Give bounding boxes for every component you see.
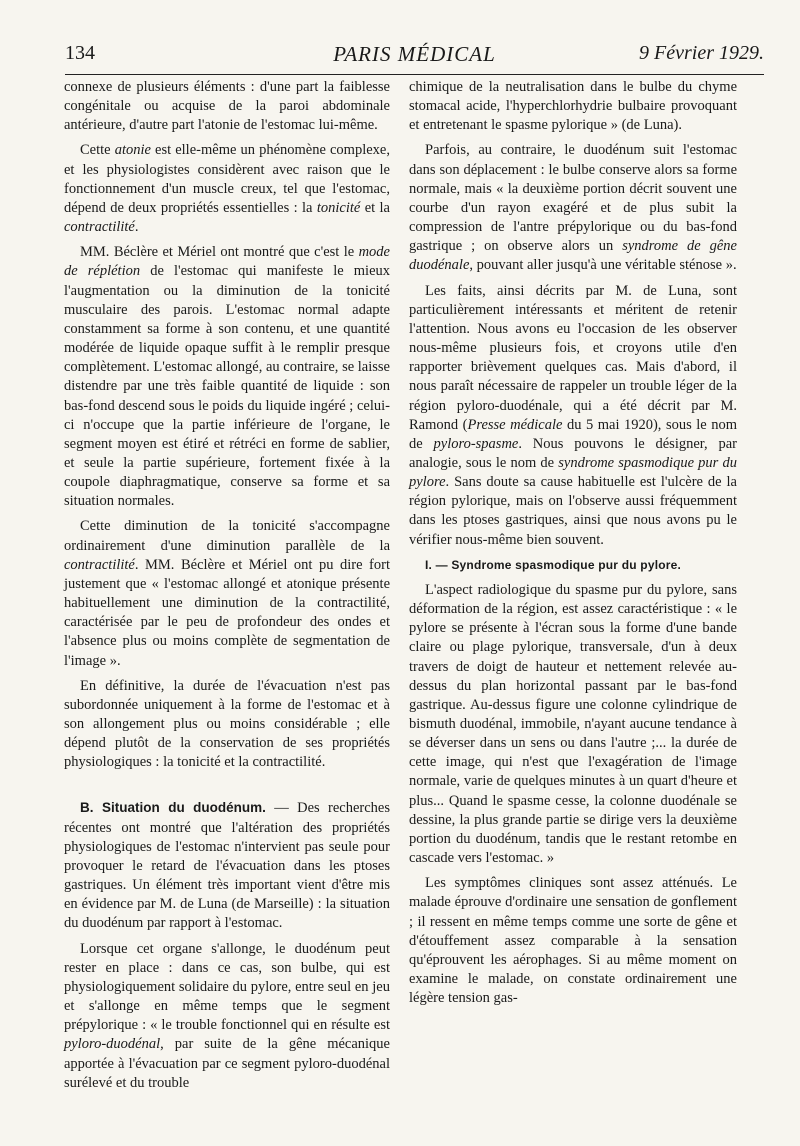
paragraph: Lorsque cet organe s'allonge, le duodénum peut rester en place : dans ce cas, son bulbe, qui est physiologiquement solidaire du pylore, entre seul en jeu et s'allonge en même temps que le segment prépylorique : « le trouble fonctionnel qui en résulte est pyloro-duodénal, par suite de la gêne mécanique apportée à l'évacuation par ce segment pyloro-duodénal surélevé et du trouble xyxy=(64,940,390,1091)
page-number: 134 xyxy=(65,42,95,64)
paragraph: L'aspect radiologique du spasme pur du pylore, sans déformation de la région, est assez caractéristique : « le pylore se présente à l'écran sous la forme d'une bande claire ou plage pylorique, transversale, d'un à deux travers de doigt de hauteur et nettement relevée au-dessus du plan horizontal passant par le bas-fond gastrique. Au-dessus figure une colonne cylindrique de bismuth duodénal, immobile, n'ayant aucune tendance à se déverser dans un sens ou dans l'autre ;... la durée de cette image, qui n'est que l'exagération de l'image normale, varie de quelques minutes à un quart d'heure et plus... Quand le spasme cesse, la colonne duodénale se dessine, la plus grande partie se dirige vers la deuxième portion du duodénum, tandis que le restant retombe en cascade vers l'estomac. » xyxy=(409,581,737,867)
paragraph: En définitive, la durée de l'évacuation n'est pas subordonnée uniquement à la forme de l'estomac et à son allongement plus ou moins considérable ; elle dépend plutôt de la conservation de ses propriétés physiologiques : la tonicité et la contractilité. xyxy=(64,677,390,771)
paragraph: Les symptômes cliniques sont assez atténués. Le malade éprouve d'ordinaire une sensation de gonflement ; il ressent en même temps comme une sorte de gêne et d'étouffement assez comparable à la sensation qu'éprouvent les aérophages. Si au même moment on examine le malade, on constate ordinairement une légère tension gas- xyxy=(409,875,737,1007)
issue-date: 9 Février 1929. xyxy=(639,42,764,64)
paragraph: connexe de plusieurs éléments : d'une part la faiblesse congénitale ou acquise de la paroi abdominale antérieure, d'autre part l'atonie de l'estomac lui-même. xyxy=(64,79,390,134)
paragraph: MM. Béclère et Mériel ont montré que c'est le mode de réplétion de l'estomac qui manifeste le mieux l'augmentation ou la diminution de la tonicité musculaire des parois. L'estomac normal adapte constamment sa forme à son contenu, et une quantité modérée de liquide opaque suffit à le remplir presque complètement. L'estomac allongé, au contraire, se laisse distendre par une très faible quantité de liquide : son bas-fond descend sous le poids du liquide ingéré ; celui-ci n'occupe que la partie inférieure de l'organe, le segment moyen est étiré et rétréci en forme de sablier, et seule la partie supérieure, fortement fixée à la coupole diaphragmatique, conserve sa forme et sa situation normales. xyxy=(64,244,391,510)
section-b-heading: B. Situation du duodénum. xyxy=(80,800,266,816)
section-subheading: I. — Syndrome spasmodique pur du pylore. xyxy=(425,557,682,572)
paragraph: Cette diminution de la tonicité s'accompagne ordinairement d'une diminution parallèle de la contractilité. MM. Béclère et Mériel ont pu dire fort justement que « l'estomac allongé et atonique présente habituellement une diminution de la contractilité, caractérisée par le peu de profondeur des ondes et l'absence plus ou moins complète de segmentation de l'image ». xyxy=(64,518,390,669)
paragraph: Cette atonie est elle-même un phénomène complexe, et les physiologistes considèrent avec raison que le fonctionnement d'un muscle creux, tel que l'estomac, dépend de deux propriétés essentielles : la tonicité et la contractilité. xyxy=(64,142,390,236)
journal-title: PARIS MÉDICAL xyxy=(333,42,496,66)
right-column xyxy=(409,78,737,1014)
paragraph: chimique de la neutralisation dans le bulbe du chyme stomacal acide, l'hyperchlorhydrie bulbaire provoquant et entretenant le spasme pylorique » (de Luna). xyxy=(409,79,737,134)
section-b-paragraph: B. Situation du duodénum. — Des recherches récentes ont montré que l'altération des propriétés physiologiques de l'estomac n'intervient pas seule pour provoquer le retard de l'évacuation dans les ptoses gastriques. Un élément très important vient d'être mis en évidence par M. de Luna (de Marseille) : la situation du duodénum par rapport à l'estomac. xyxy=(64,800,391,932)
paragraph: Les faits, ainsi décrits par M. de Luna, sont particulièrement intéressants et méritent de retenir l'attention. Nous avons eu l'occasion de les observer nous-même plusieurs fois, et croyons utile d'en rapporter brièvement quelques cas. Mais d'abord, il nous paraît nécessaire de rappeler un trouble léger de la région pyloro-duodénale, qui a été décrit par M. Ramond (Presse médicale du 5 mai 1920), sous le nom de pyloro-spasme. Nous pouvons le désigner, par analogie, sous le nom de syndrome spasmodique pur du pylore. Sans doute sa cause habituelle est l'ulcère de la région pylorique, mais on l'observe aussi fréquemment dans les ptoses gastriques, ainsi que nous avons pu le vérifier nous-même bien souvent. xyxy=(409,282,738,548)
paragraph: Parfois, au contraire, le duodénum suit l'estomac dans son déplacement : le bulbe conserve alors sa forme normale, mais « la deuxième portion décrit souvent une courbe d'un rayon exagéré et de plus subit la compression de l'antre prépylorique ou du bas-fond gastrique ; on observe alors un syndrome de gêne duodénale, pouvant aller jusqu'à une véritable sténose ». xyxy=(409,142,737,274)
running-header xyxy=(65,40,764,75)
left-column xyxy=(64,78,390,1099)
